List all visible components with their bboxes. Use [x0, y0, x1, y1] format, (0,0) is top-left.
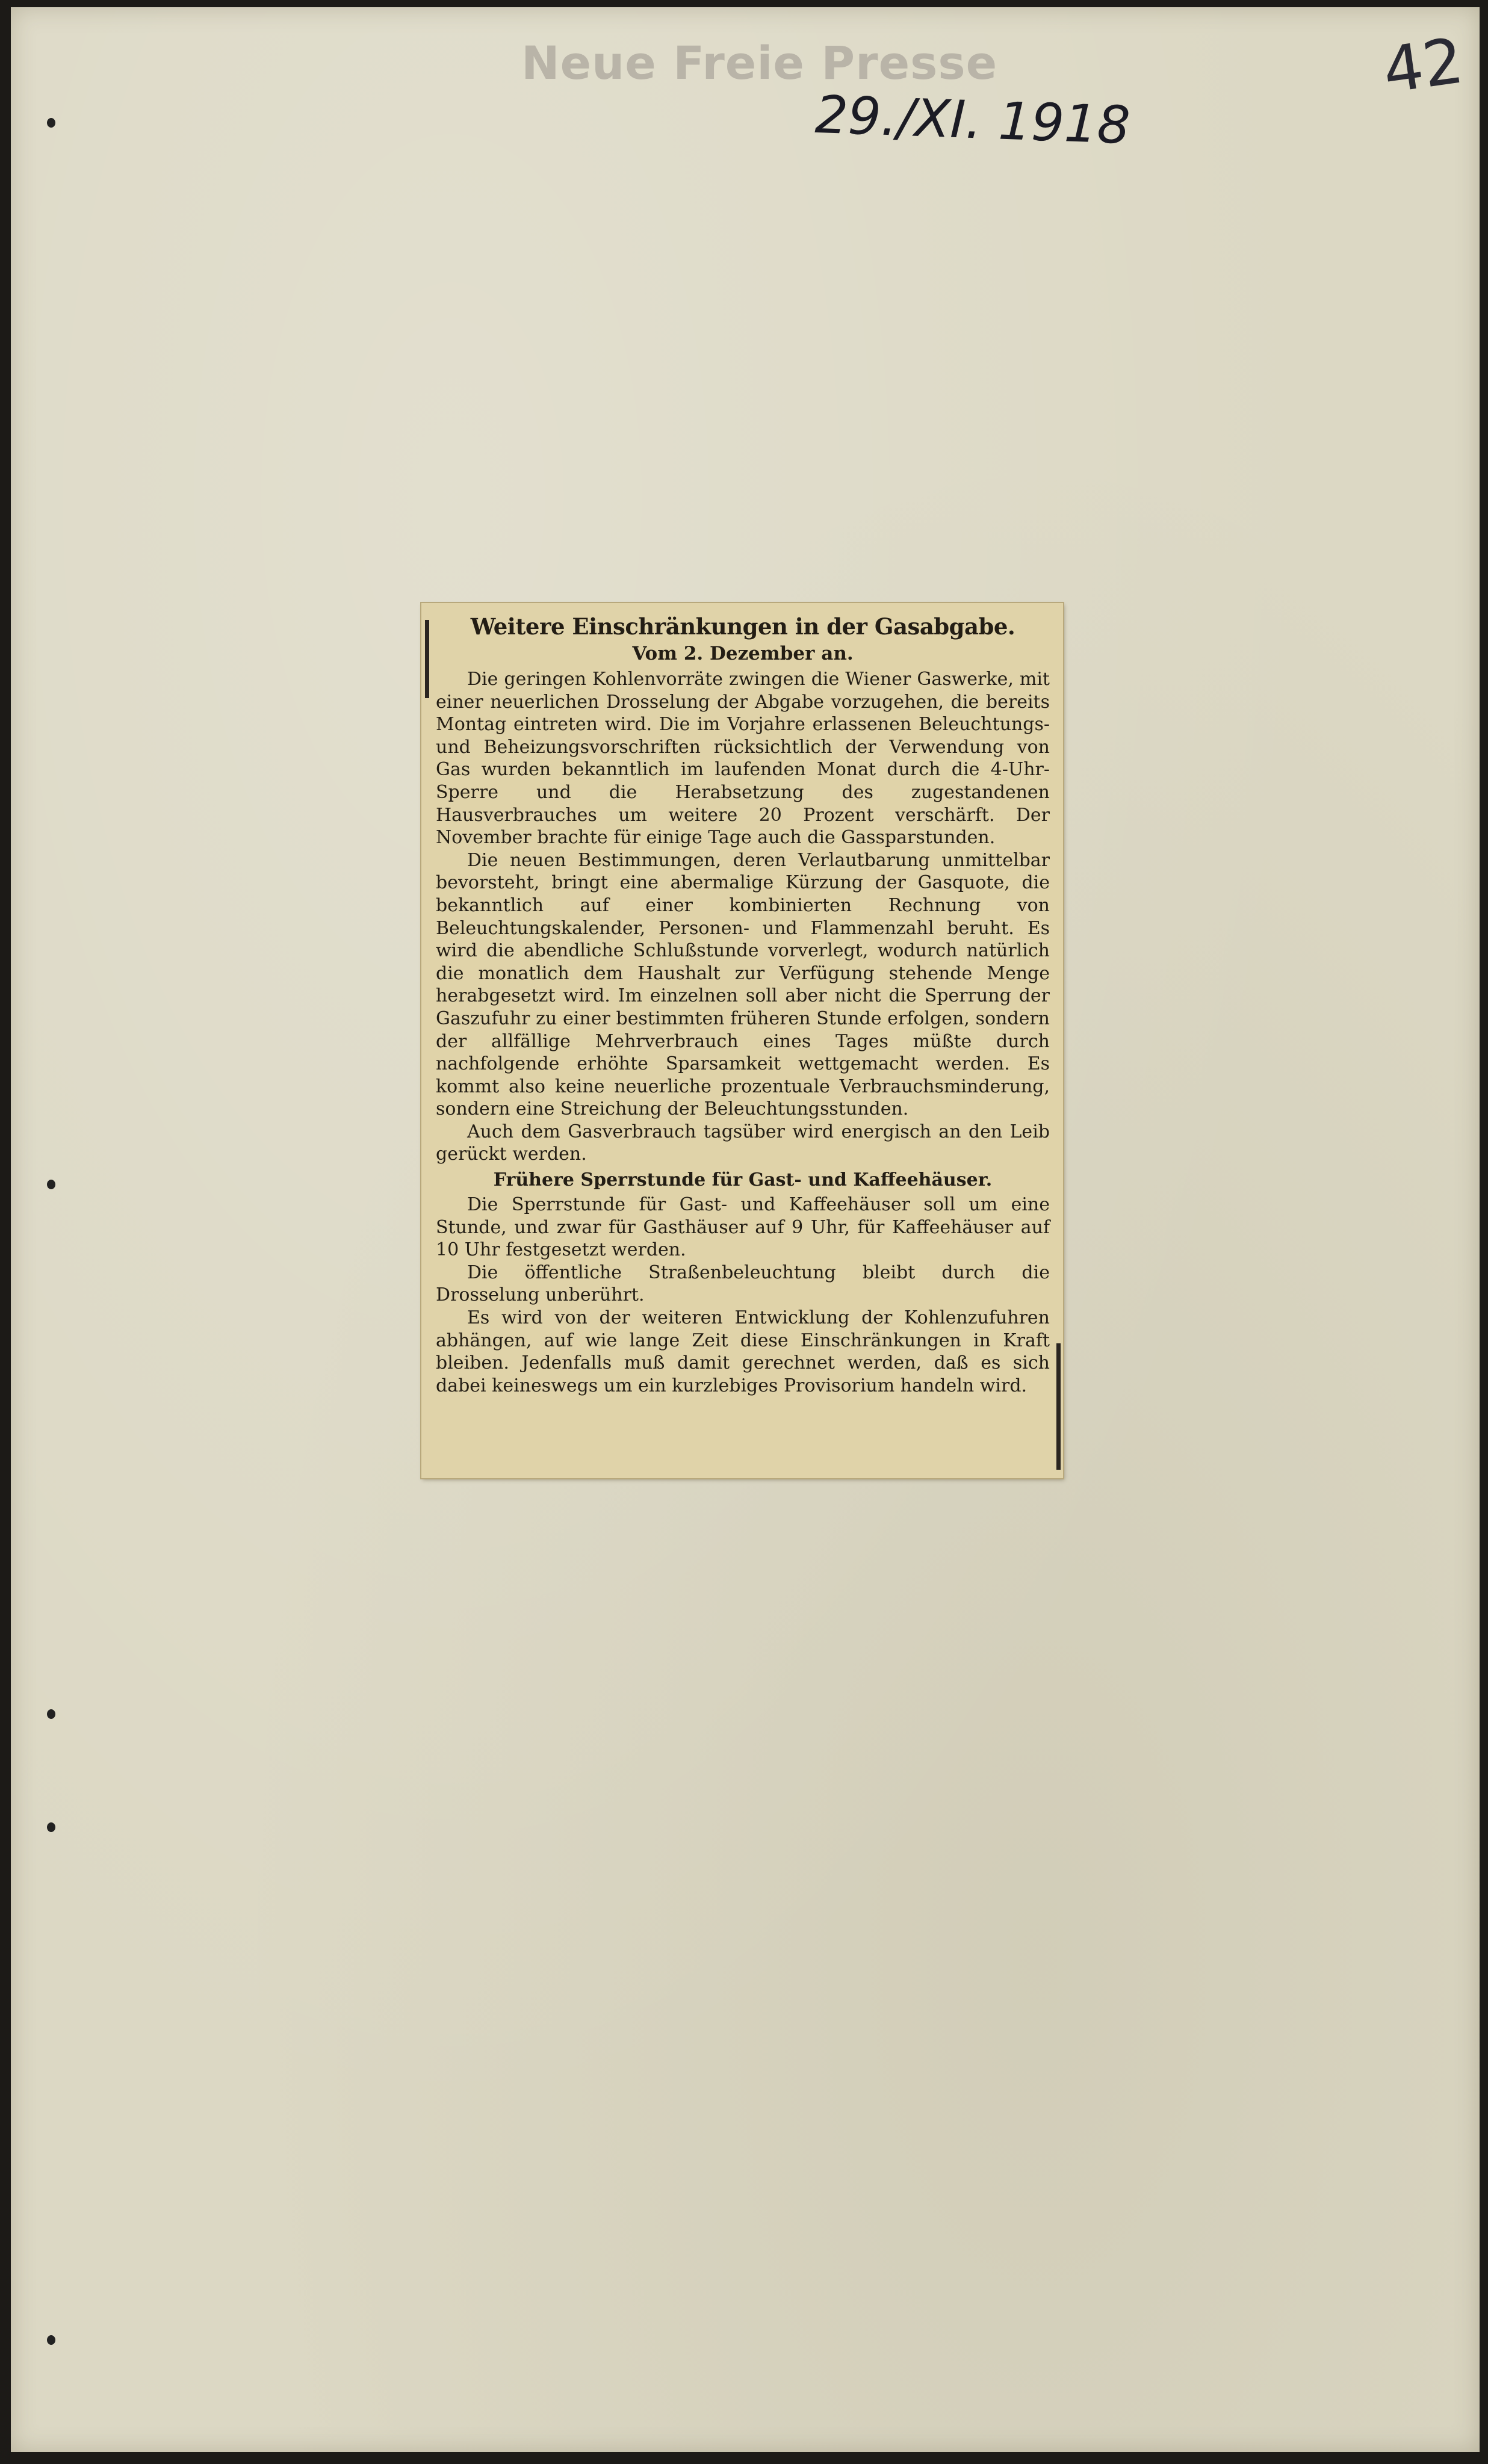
punch-hole: [47, 118, 55, 128]
article-paragraph: Es wird von der weiteren Entwicklung der Kohlenzufuhren abhängen, auf wie lange Zeit diese Einschränkungen in Kraft bleiben. Jedenfalls muß damit gerechnet werden, daß es sich dabei keineswegs um ein kurzlebiges Provisorium handeln wird.: [436, 1307, 1050, 1396]
article-paragraph: Die öffentliche Straßenbeleuchtung bleibt durch die Drosselung unberührt.: [436, 1261, 1050, 1306]
clipping-border-mark: [1056, 1343, 1061, 1470]
article-paragraph: Die geringen Kohlenvorräte zwingen die Wiener Gaswerke, mit einer neuerlichen Drosselung der Abgabe vorzugehen, die bereits Montag eintreten wird. Die im Vorjahre erlassenen Beleuchtungs- und Beheizungsvorschriften rücksichtlich der Verwendung von Gas wurden bekanntlich im laufenden Monat durch die 4-Uhr-Sperre und die Herabsetzung des zugestandenen Hausverbrauches um weitere 20 Prozent verschärft. Der November brachte für einige Tage auch die Gassparstunden.: [436, 669, 1050, 849]
article-paragraph: Die neuen Bestimmungen, deren Verlautbarung unmittelbar bevorsteht, bringt eine abermalige Kürzung der Gasquote, die bekanntlich auf einer kombinierten Rechnung von Beleuchtungskalender, Personen- und Flammenzahl beruht. Es wird die abendliche Schlußstunde vorverlegt, wodurch natürlich die monatlich dem Haushalt zur Verfügung stehende Menge herabgesetzt wird. Im einzelnen soll aber nicht die Sperrung der Gaszufuhr zu einer bestimmten früheren Stunde erfolgen, sondern der allfällige Mehrverbrauch eines Tages müßte durch nachfolgende erhöhte Sparsamkeit wettgemacht werden. Es kommt also keine neuerliche prozentuale Verbrauchsminderung, sondern eine Streichung der Beleuchtungsstunden.: [436, 849, 1050, 1120]
punch-hole: [47, 2335, 55, 2345]
folio-number: 42: [1378, 23, 1468, 108]
article-subheading: Frühere Sperrstunde für Gast- und Kaffeehäuser.: [493, 1169, 993, 1191]
newspaper-clipping: [421, 603, 1063, 1478]
newspaper-stamp: Neue Freie Presse: [521, 36, 998, 90]
handwritten-date: 29./XI. 1918: [814, 84, 1132, 156]
archive-sheet: [11, 7, 1480, 2452]
punch-hole: [47, 1180, 55, 1189]
article-title: Weitere Einschränkungen in der Gasabgabe.: [470, 613, 1015, 640]
punch-hole: [47, 1709, 55, 1719]
punch-hole: [47, 1822, 55, 1832]
clipping-border-mark: [425, 620, 429, 698]
article-paragraph: Auch dem Gasverbrauch tagsüber wird energisch an den Leib gerückt werden.: [436, 1121, 1050, 1165]
article-paragraph: Die Sperrstunde für Gast- und Kaffeehäuser soll um eine Stunde, und zwar für Gasthäuser auf 9 Uhr, für Kaffeehäuser auf 10 Uhr festgesetzt werden.: [436, 1194, 1050, 1261]
article-subtitle: Vom 2. Dezember an.: [632, 643, 854, 664]
